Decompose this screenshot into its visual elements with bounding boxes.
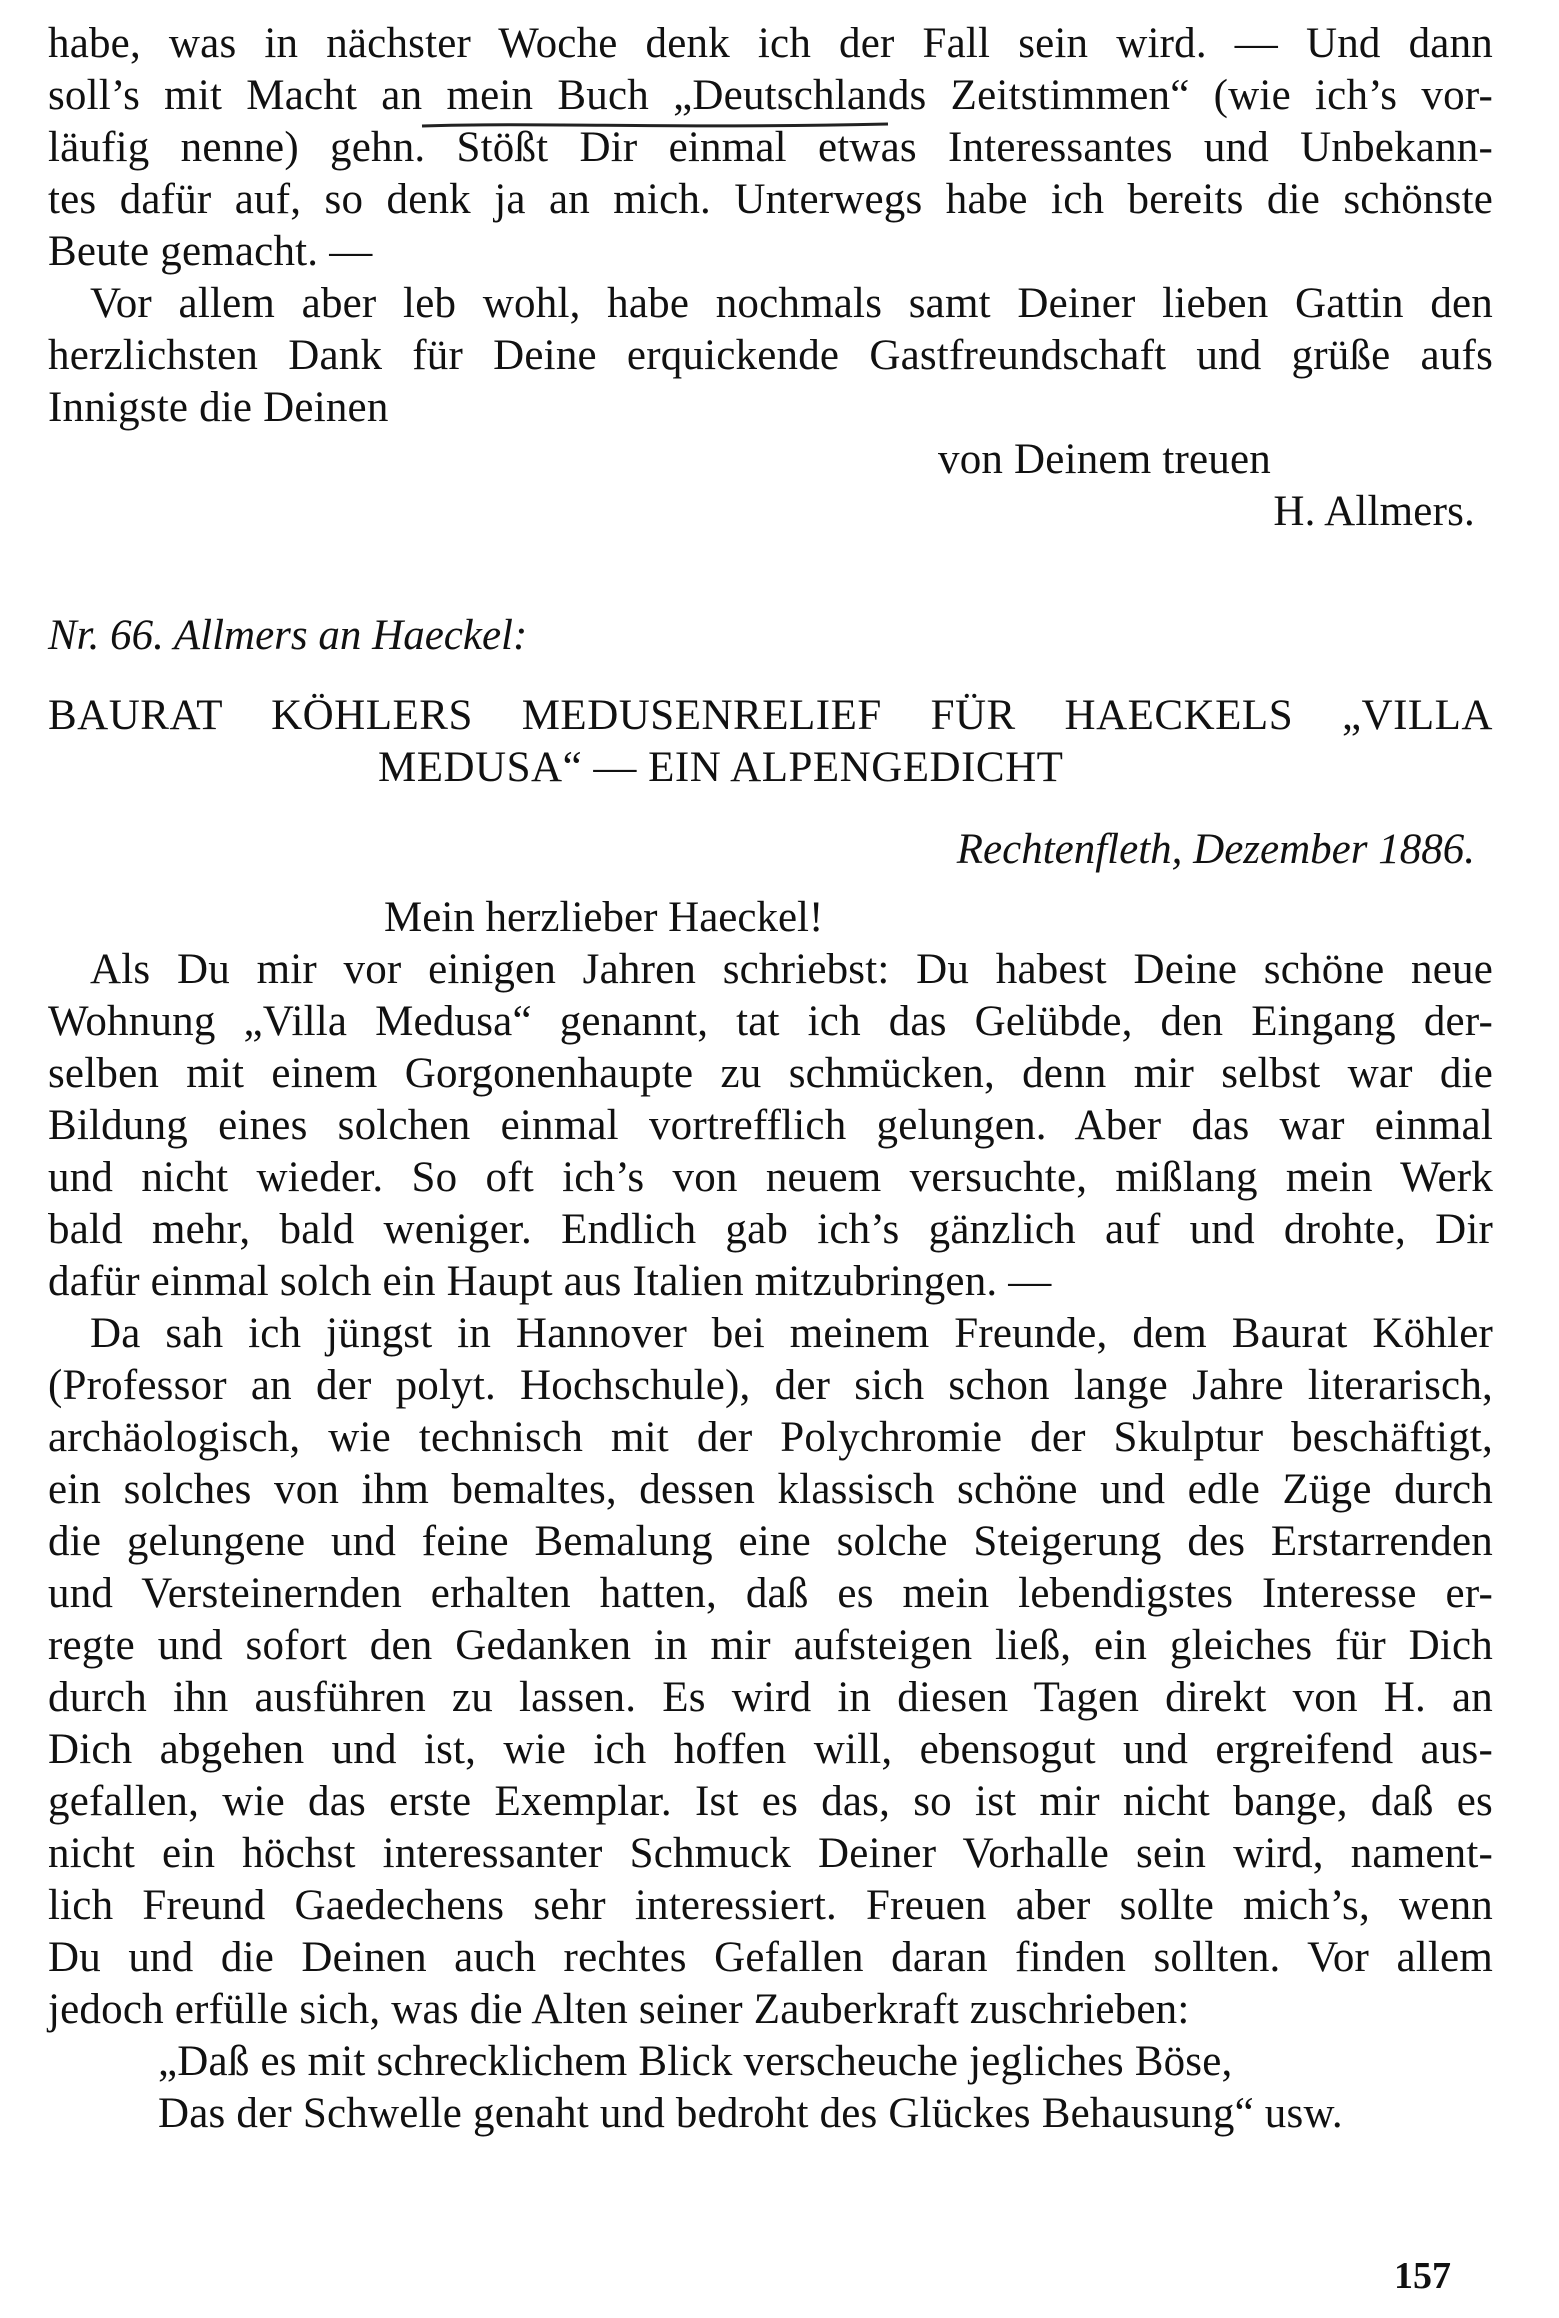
text-line: und nicht wieder. So oft ich’s von neuem versuchte, mißlang mein Werk bbox=[48, 1154, 1493, 1201]
pencil-underline-mark bbox=[420, 120, 890, 130]
text-line: lich Freund Gaedechens sehr interessiert. Freuen aber sollte mich’s, wenn bbox=[48, 1882, 1493, 1929]
text-line: Du und die Deinen auch rechtes Gefallen daran finden sollten. Vor allem bbox=[48, 1934, 1493, 1981]
verse-line: Das der Schwelle genaht und bedroht des Glückes Behausung“ usw. bbox=[158, 2090, 1343, 2137]
text-line: (Professor an der polyt. Hochschule), der sich schon lange Jahre literarisch, bbox=[48, 1362, 1493, 1409]
text-line: Bildung eines solchen einmal vortrefflich gelungen. Aber das war einmal bbox=[48, 1102, 1493, 1149]
text-line: die gelungene und feine Bemalung eine solche Steigerung des Erstarrenden bbox=[48, 1518, 1493, 1565]
text-line: Als Du mir vor einigen Jahren schriebst: Du habest Deine schöne neue bbox=[90, 946, 1493, 993]
text-line: soll’s mit Macht an mein Buch „Deutschlands Zeitstimmen“ (wie ich’s vor- bbox=[48, 72, 1493, 119]
opening-paragraph bbox=[48, 18, 1493, 434]
page-number: 157 bbox=[1394, 2255, 1451, 2297]
book-page bbox=[48, 18, 1493, 2298]
text-line: und Versteinernden erhalten hatten, daß es mein lebendigstes Interesse er- bbox=[48, 1570, 1493, 1617]
text-line: Da sah ich jüngst in Hannover bei meinem Freunde, dem Baurat Köhler bbox=[90, 1310, 1493, 1357]
text-line: archäologisch, wie technisch mit der Polychromie der Skulptur beschäftigt, bbox=[48, 1414, 1493, 1461]
verse-quote bbox=[48, 2036, 1493, 2140]
text-line: läufig nenne) gehn. Stößt Dir einmal etwas Interessantes und Unbekann- bbox=[48, 124, 1493, 171]
text-line: herzlichsten Dank für Deine erquickende Gastfreundschaft und grüße aufs bbox=[48, 332, 1493, 379]
text-line: jedoch erfülle sich, was die Alten seiner Zauberkraft zuschrieben: bbox=[48, 1986, 1190, 2033]
text-line: Wohnung „Villa Medusa“ genannt, tat ich das Gelübde, den Eingang der- bbox=[48, 998, 1493, 1045]
text-line: dafür einmal solch ein Haupt aus Italien mitzubringen. — bbox=[48, 1258, 1052, 1305]
text-line: bald mehr, bald weniger. Endlich gab ich’s gänzlich auf und drohte, Dir bbox=[48, 1206, 1493, 1253]
letter-heading: Nr. 66. Allmers an Haeckel: bbox=[48, 612, 528, 659]
text-line: habe, was in nächster Woche denk ich der Fall sein wird. — Und dann bbox=[48, 20, 1493, 67]
text-line: Vor allem aber leb wohl, habe nochmals samt Deiner lieben Gattin den bbox=[90, 280, 1493, 327]
text-line: durch ihn ausführen zu lassen. Es wird in diesen Tagen direkt von H. an bbox=[48, 1674, 1493, 1721]
body-paragraph-2 bbox=[48, 1308, 1493, 2036]
text-line: selben mit einem Gorgonenhaupte zu schmücken, denn mir selbst war die bbox=[48, 1050, 1493, 1097]
closing-phrase: von Deinem treuen bbox=[938, 436, 1271, 483]
closing-signature: H. Allmers. bbox=[1273, 488, 1475, 535]
text-line: gefallen, wie das erste Exemplar. Ist es das, so ist mir nicht bange, daß es bbox=[48, 1778, 1493, 1825]
text-line: tes dafür auf, so denk ja an mich. Unterwegs habe ich bereits die schönste bbox=[48, 176, 1493, 223]
section-title-line: BAURAT KÖHLERS MEDUSENRELIEF FÜR HAECKELS „VILLA bbox=[48, 692, 1493, 739]
text-line: nicht ein höchst interessanter Schmuck Deiner Vorhalle sein wird, nament- bbox=[48, 1830, 1493, 1877]
text-line: ein solches von ihm bemaltes, dessen klassisch schöne und edle Züge durch bbox=[48, 1466, 1493, 1513]
letter-closing bbox=[48, 434, 1493, 538]
salutation: Mein herzlieber Haeckel! bbox=[384, 894, 824, 941]
text-line: regte und sofort den Gedanken in mir aufsteigen ließ, ein gleiches für Dich bbox=[48, 1622, 1493, 1669]
section-title bbox=[48, 690, 1493, 794]
section-title-line: MEDUSA“ — EIN ALPENGEDICHT bbox=[378, 744, 1064, 791]
text-line: Dich abgehen und ist, wie ich hoffen will, ebensogut und ergreifend aus- bbox=[48, 1726, 1493, 1773]
verse-line: „Daß es mit schrecklichem Blick verscheuche jegliches Böse, bbox=[158, 2038, 1233, 2085]
text-line: Innigste die Deinen bbox=[48, 384, 389, 431]
dateline: Rechtenfleth, Dezember 1886. bbox=[956, 826, 1475, 873]
body-paragraph-1 bbox=[48, 944, 1493, 1308]
text-line: Beute gemacht. — bbox=[48, 228, 373, 275]
